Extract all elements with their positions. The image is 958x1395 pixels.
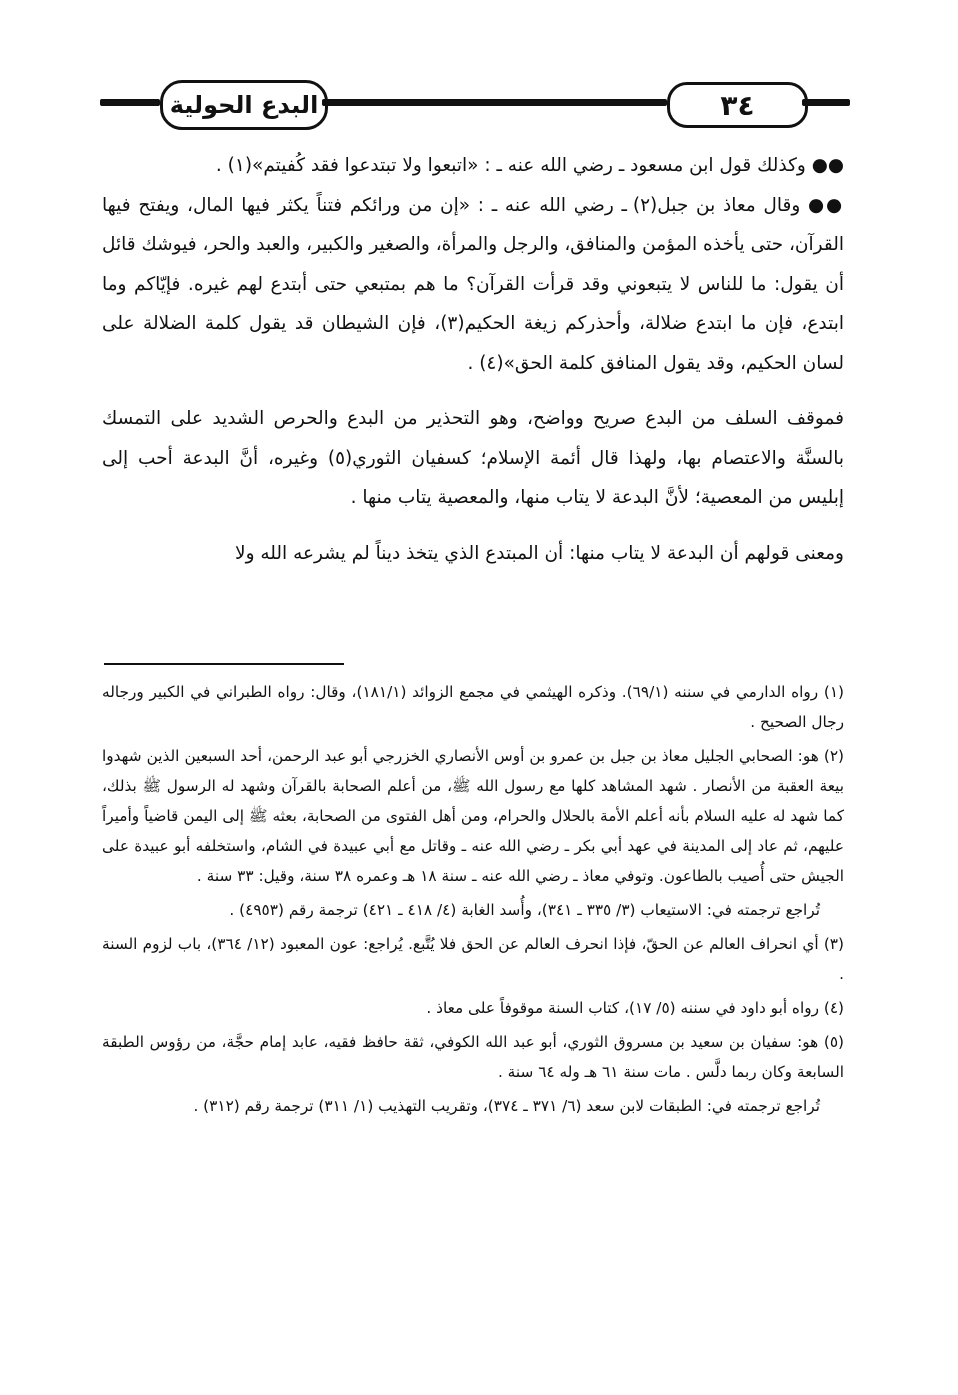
footnote-5: (٥) هو: سفيان بن سعيد بن مسروق الثوري، أبو عبد الله الكوفي، ثقة حافظ فقيه، عابد إمام حجَّة، من رؤوس الطبقة السابعة وكان ربما دلَّس . مات سنة ٦١ هـ وله ٦٤ سنة .	[102, 1033, 844, 1081]
footnote-2: (٢) هو: الصحابي الجليل معاذ بن جبل بن عمرو بن أوس الأنصاري الخزرجي أبو عبد الرحمن، أحد السبعين الذين شهدوا بيعة العقبة من الأنصار . شهد المشاهد كلها مع رسول الله ﷺ، من أعلم الصحابة بالقرآن وشهد له الرسول ﷺ بذلك، كما شهد له عليه السلام بأنه أعلم الأمة بالحلال والحرام، ومن أهل الفتوى من الصحابة، بعثه ﷺ إلى اليمن قاضياً وأميراً عليهم، ثم عاد إلى المدينة في عهد أبي بكر ـ رضي الله عنه ـ وقاتل مع أبي عبيدة في الشام، واستخلفه أبو عبيدة على الجيش حتى أُصيب بالطاعون. وتوفي معاذ ـ رضي الله عنه ـ سنة ١٨ هـ وعمره ٣٨ سنة، وقيل: ٣٣ سنة .	[102, 747, 844, 885]
paragraph-muadh-quote: ●● وقال معاذ بن جبل(٢) ـ رضي الله عنه ـ : «إن من ورائكم فتناً يكثر فيها المال، ويفتح فيها القرآن، حتى يأخذه المؤمن والمنافق، والرجل والمرأة، والصغير والكبير، والعبد والحر، فيوشك قائل أن يقول: ما للناس لا يتبعوني وقد قرأت القرآن؟ ما هم بمتبعي حتى أبتدع لهم غيره. فإيّاكم وما ابتدع، فإن ما ابتدع ضلالة، وأحذركم زيغة الحكيم(٣)، فإن الشيطان قد يقول كلمة الضلالة على لسان الحكيم، وقد يقول المنافق كلمة الحق»(٤) .	[102, 194, 844, 374]
footnote-5-reference: تُراجع ترجمته في: الطبقات لابن سعد (٦/ ٣٧١ ـ ٣٧٤)، وتقريب التهذيب (١/ ٣١١) ترجمة رقم (٣١٢) .	[193, 1097, 820, 1115]
paragraph-ibn-masud: ●● وكذلك قول ابن مسعود ـ رضي الله عنه ـ : «اتبعوا ولا تبتدعوا فقد كُفيتم»(١) .	[215, 155, 844, 176]
book-title-cartouche	[160, 80, 328, 130]
page-number-cartouche	[667, 82, 808, 128]
page-header	[100, 72, 850, 132]
footnote-3: (٣) أي انحراف العالم عن الحقّ، فإذا انحرف العالم عن الحق فلا يُتَّبع. يُراجع: عون المعبود (١٢/ ٣٦٤)، باب لزوم السنة .	[102, 935, 844, 983]
header-rule-left	[100, 99, 160, 106]
paragraph-meaning: ومعنى قولهم أن البدعة لا يتاب منها: أن المبتدع الذي يتخذ ديناً لم يشرعه الله ولا	[235, 542, 844, 564]
footnotes	[102, 677, 844, 1125]
footnote-2-reference: تُراجع ترجمته في: الاستيعاب (٣/ ٣٣٥ ـ ٣٤١)، وأُسد الغابة (٤/ ٤١٨ ـ ٤٢١) ترجمة رقم (٤٩٥٣) .	[229, 901, 820, 919]
header-rule-right	[802, 99, 850, 106]
book-title: البدع الحولية	[169, 91, 319, 119]
header-rule-middle	[322, 99, 667, 106]
page-number: ٣٤	[720, 88, 755, 122]
footnote-divider	[104, 663, 344, 665]
footnote-1: (١) رواه الدارمي في سننه (٦٩/١). وذكره الهيثمي في مجمع الزوائد (١٨١/١)، وقال: رواه الطبراني في الكبير ورجاله رجال الصحيح .	[102, 683, 844, 731]
paragraph-salaf-position: فموقف السلف من البدع صريح وواضح، وهو التحذير من البدع والحرص الشديد على التمسك بالسنَّة والاعتصام بها، ولهذا قال أئمة الإسلام؛ كسفيان الثوري(٥) وغيره، أنَّ البدعة أحب إلى إبليس من المعصية؛ لأنَّ البدعة لا يتاب منها، والمعصية يتاب منها .	[102, 408, 844, 508]
main-text	[102, 146, 844, 573]
footnote-4: (٤) رواه أبو داود في سننه (٥/ ١٧)، كتاب السنة موقوفاً على معاذ .	[426, 999, 844, 1017]
